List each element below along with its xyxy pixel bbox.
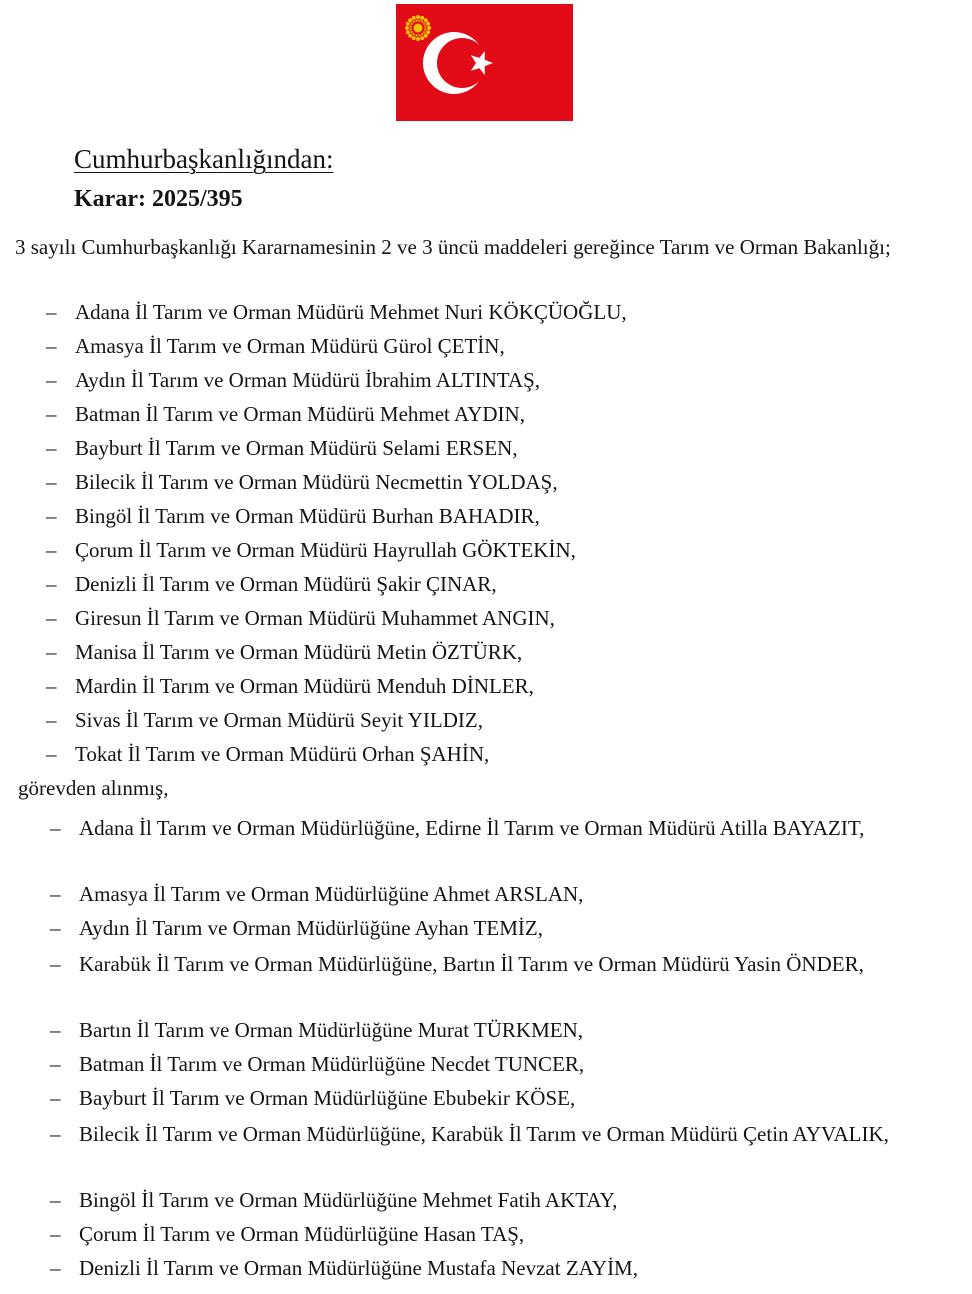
list-dash: – bbox=[50, 1256, 61, 1280]
list-item bbox=[0, 1220, 972, 1254]
intro-paragraph: 3 sayılı Cumhurbaşkanlığı Kararnamesinin 2 ve 3 üncü maddeleri gereğince Tarım ve Orman Bakanlığı; bbox=[15, 235, 891, 259]
list-item bbox=[0, 1084, 972, 1118]
list-dash: – bbox=[46, 572, 57, 596]
list-item-text: Bayburt İl Tarım ve Orman Müdürlüğüne Ebubekir KÖSE, bbox=[79, 1086, 576, 1110]
list-item-text: Bingöl İl Tarım ve Orman Müdürü Burhan BAHADIR, bbox=[75, 504, 540, 528]
list-dash: – bbox=[50, 1052, 61, 1076]
list-dash: – bbox=[50, 1188, 61, 1212]
list-item-text: Bingöl İl Tarım ve Orman Müdürlüğüne Mehmet Fatih AKTAY, bbox=[79, 1188, 618, 1212]
list-item-text: Batman İl Tarım ve Orman Müdürlüğüne Necdet TUNCER, bbox=[79, 1052, 585, 1076]
list-item-text: Amasya İl Tarım ve Orman Müdürü Gürol ÇETİN, bbox=[75, 334, 505, 358]
list-item-text: Bartın İl Tarım ve Orman Müdürlüğüne Murat TÜRKMEN, bbox=[79, 1018, 584, 1042]
list-item bbox=[0, 638, 972, 672]
removed-officials-list bbox=[0, 298, 972, 774]
sun-emblem-icon bbox=[405, 15, 431, 41]
list-item bbox=[0, 740, 972, 774]
appointed-officials-list bbox=[0, 812, 972, 1288]
list-item-text: Giresun İl Tarım ve Orman Müdürü Muhammet ANGIN, bbox=[75, 606, 555, 630]
list-dash: – bbox=[50, 1086, 61, 1110]
list-dash: – bbox=[46, 640, 57, 664]
list-dash: – bbox=[50, 1018, 61, 1042]
list-item bbox=[0, 604, 972, 638]
list-item-text: Karabük İl Tarım ve Orman Müdürlüğüne, Bartın İl Tarım ve Orman Müdürü Yasin ÖNDER, bbox=[79, 952, 864, 976]
list-dash: – bbox=[50, 952, 61, 976]
list-item bbox=[0, 502, 972, 536]
list-dash: – bbox=[50, 1122, 61, 1146]
list-dash: – bbox=[50, 916, 61, 940]
list-item bbox=[0, 468, 972, 502]
list-dash: – bbox=[46, 606, 57, 630]
list-item-text: Bilecik İl Tarım ve Orman Müdürü Necmettin YOLDAŞ, bbox=[75, 470, 558, 494]
list-dash: – bbox=[50, 816, 61, 840]
list-item-text: Bilecik İl Tarım ve Orman Müdürlüğüne, Karabük İl Tarım ve Orman Müdürü Çetin AYVALIK, bbox=[79, 1122, 889, 1146]
list-dash: – bbox=[46, 436, 57, 460]
list-item-text: Bayburt İl Tarım ve Orman Müdürü Selami ERSEN, bbox=[75, 436, 518, 460]
list-dash: – bbox=[46, 674, 57, 698]
list-item bbox=[0, 1254, 972, 1288]
list-item bbox=[0, 400, 972, 434]
list-item-text: Tokat İl Tarım ve Orman Müdürü Orhan ŞAHİN, bbox=[75, 742, 490, 766]
list-item-text: Aydın İl Tarım ve Orman Müdürü İbrahim ALTINTAŞ, bbox=[75, 368, 541, 392]
list-dash: – bbox=[46, 504, 57, 528]
list-item bbox=[0, 880, 972, 914]
list-item bbox=[0, 706, 972, 740]
list-item bbox=[0, 536, 972, 570]
list-item bbox=[0, 298, 972, 332]
list-dash: – bbox=[46, 742, 57, 766]
list-item-text: Manisa İl Tarım ve Orman Müdürü Metin ÖZTÜRK, bbox=[75, 640, 523, 664]
list-item bbox=[0, 434, 972, 468]
list-item bbox=[0, 1050, 972, 1084]
list-item-text: Amasya İl Tarım ve Orman Müdürlüğüne Ahmet ARSLAN, bbox=[79, 882, 584, 906]
list-dash: – bbox=[46, 708, 57, 732]
list-item bbox=[0, 948, 952, 1016]
list-item-text: Denizli İl Tarım ve Orman Müdürlüğüne Mustafa Nevzat ZAYİM, bbox=[79, 1256, 638, 1280]
list-dash: – bbox=[50, 1222, 61, 1246]
list-dash: – bbox=[50, 882, 61, 906]
list-item-text: Mardin İl Tarım ve Orman Müdürü Menduh DİNLER, bbox=[75, 674, 534, 698]
list-item-text: Çorum İl Tarım ve Orman Müdürlüğüne Hasan TAŞ, bbox=[79, 1222, 525, 1246]
list-item-text: Sivas İl Tarım ve Orman Müdürü Seyit YILDIZ, bbox=[75, 708, 483, 732]
list-dash: – bbox=[46, 300, 57, 324]
presidential-flag-logo bbox=[396, 4, 573, 121]
list-item bbox=[0, 1186, 972, 1220]
list-item-text: Aydın İl Tarım ve Orman Müdürlüğüne Ayhan TEMİZ, bbox=[79, 916, 543, 940]
list-item bbox=[0, 812, 952, 880]
list-item bbox=[0, 570, 972, 604]
list-dash: – bbox=[46, 538, 57, 562]
list-item-text: Denizli İl Tarım ve Orman Müdürü Şakir ÇINAR, bbox=[75, 572, 497, 596]
list-dash: – bbox=[46, 470, 57, 494]
list-item bbox=[0, 1118, 952, 1186]
list-item bbox=[0, 672, 972, 706]
list-item bbox=[0, 1016, 972, 1050]
list-dash: – bbox=[46, 368, 57, 392]
list-item bbox=[0, 332, 972, 366]
list-item-text: Adana İl Tarım ve Orman Müdürlüğüne, Edirne İl Tarım ve Orman Müdürü Atilla BAYAZIT, bbox=[79, 816, 865, 840]
list-dash: – bbox=[46, 334, 57, 358]
list-item-text: Adana İl Tarım ve Orman Müdürü Mehmet Nuri KÖKÇÜOĞLU, bbox=[75, 300, 627, 324]
list-item-text: Batman İl Tarım ve Orman Müdürü Mehmet AYDIN, bbox=[75, 402, 525, 426]
list-dash: – bbox=[46, 402, 57, 426]
list-item-text: Çorum İl Tarım ve Orman Müdürü Hayrullah GÖKTEKİN, bbox=[75, 538, 576, 562]
page-title: Cumhurbaşkanlığından: bbox=[74, 144, 334, 174]
flag-emblem-icon bbox=[396, 4, 573, 121]
list-item bbox=[0, 366, 972, 400]
list-item bbox=[0, 914, 972, 948]
decision-number: Karar: 2025/395 bbox=[74, 186, 243, 212]
removed-suffix: görevden alınmış, bbox=[18, 776, 169, 800]
